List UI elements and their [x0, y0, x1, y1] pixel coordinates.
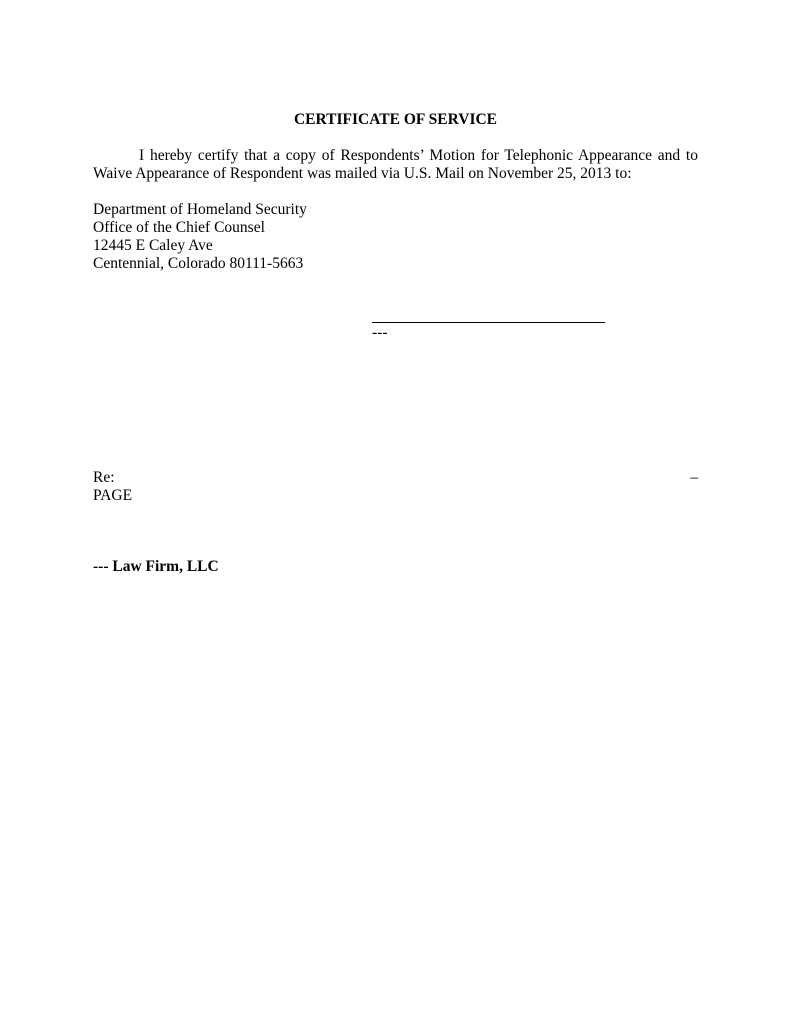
- address-line-2: Office of the Chief Counsel: [93, 219, 265, 236]
- signer-name: ---: [372, 324, 388, 341]
- footer-dash: –: [690, 469, 698, 486]
- signature-block: [372, 307, 605, 342]
- address-line-4: Centennial, Colorado 80111-5663: [93, 255, 304, 272]
- signature-line: [372, 307, 605, 323]
- footer-page-row: [93, 487, 698, 505]
- document-title: CERTIFICATE OF SERVICE: [293, 111, 498, 128]
- recipient-address: [93, 201, 307, 273]
- address-line-1: Department of Homeland Security: [93, 201, 307, 218]
- law-firm-name: --- Law Firm, LLC: [93, 558, 219, 575]
- footer-re-row: [93, 469, 698, 487]
- address-line-3: 12445 E Caley Ave: [93, 237, 213, 254]
- footer-reference: [93, 469, 698, 505]
- certification-text: I hereby certify that a copy of Respondents’ Motion for Telephonic Appearance and to Waive Appearance of Respondent was mailed via U.S. Mail on November 25, 2013 to:: [93, 147, 698, 182]
- re-label: Re:: [93, 469, 115, 486]
- certification-paragraph: [93, 147, 698, 183]
- page-label: PAGE: [93, 487, 133, 504]
